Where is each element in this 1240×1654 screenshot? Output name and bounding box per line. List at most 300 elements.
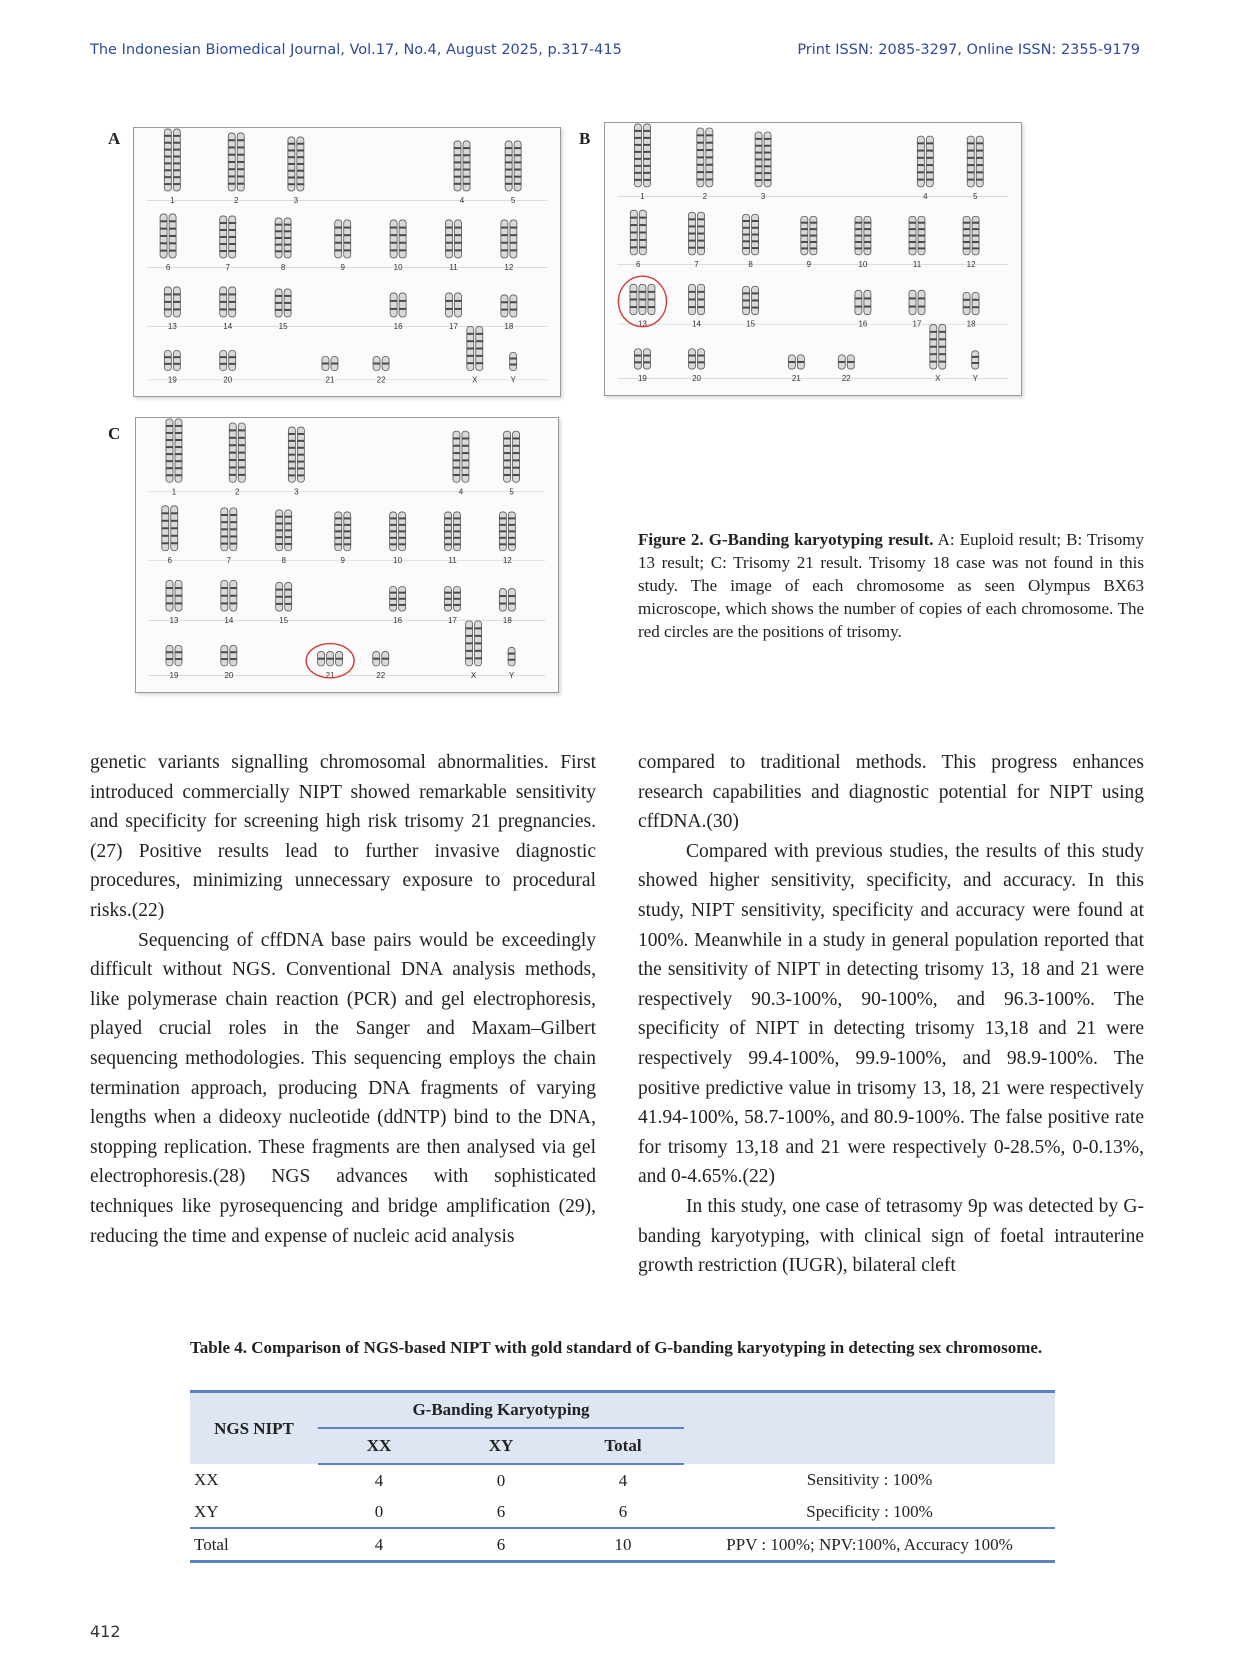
chromosome-band (399, 300, 406, 302)
chromosome-band (275, 309, 282, 311)
body-paragraph: In this study, one case of tetrasomy 9p was detected by G-banding karyotyping, with clinical sign of foetal intrauterine growth restriction (IUGR), bilateral cleft (638, 1195, 1144, 1277)
chromosome-label: 13 (167, 321, 177, 331)
chromosome-band (288, 447, 295, 449)
chromosome-label: 17 (449, 321, 458, 331)
chromosome-band (455, 308, 462, 310)
chromosome-band (335, 227, 342, 229)
chromosome-band (166, 474, 173, 476)
chromosome-label: 22 (376, 670, 386, 680)
chromosome-band (755, 179, 762, 181)
body-paragraph: compared to traditional methods. This progress enhances research capabilities and diagnostic potential for NIPT using cffDNA.(30) (638, 752, 1144, 833)
chromosome-pair (288, 137, 304, 191)
chromosome-pair (228, 133, 244, 191)
chromosome-band (643, 158, 650, 160)
chromosome-band (229, 466, 236, 468)
chromosome-label: 21 (325, 670, 335, 680)
chromosome-band (220, 236, 227, 238)
chromosome-band (453, 452, 460, 454)
chromosome-band (462, 474, 469, 476)
chromosome-band (221, 658, 228, 660)
chromosome-band (697, 149, 704, 151)
issn-line: Print ISSN: 2085-3297, Online ISSN: 2355-9179 (797, 42, 1140, 58)
chromosome-band (166, 602, 173, 604)
chromosome-label: 18 (502, 616, 512, 626)
chromosome-band (855, 241, 862, 243)
chromosome (508, 647, 515, 665)
chromosome-band (476, 355, 483, 357)
figure-caption-title: Figure 2. G-Banding karyotyping result. (638, 530, 934, 549)
chromosome-band (237, 161, 244, 163)
chromosome-band (513, 467, 520, 469)
chromosome-band (297, 170, 304, 172)
panel-letter-a: A (108, 129, 121, 148)
chromosome (390, 220, 397, 258)
chromosome-band (939, 338, 946, 340)
chromosome-band (698, 361, 705, 363)
chromosome-band (230, 602, 237, 604)
chromosome-band (162, 527, 169, 529)
chromosome-band (238, 429, 245, 431)
chromosome-band (297, 433, 304, 435)
chromosome-band (788, 361, 795, 363)
chromosome-label: 6 (165, 262, 171, 272)
chromosome-band (630, 232, 637, 234)
chromosome-band (743, 299, 750, 301)
chromosome-band (917, 142, 924, 144)
chromosome-band (743, 307, 750, 309)
chromosome-pair (390, 512, 406, 551)
chromosome-band (855, 235, 862, 237)
chromosome-band (390, 530, 397, 532)
chromosome-band (173, 176, 180, 178)
chromosome-label: 15 (279, 616, 289, 626)
chromosome (455, 220, 462, 258)
chromosome-pair (220, 216, 236, 258)
chromosome-band (648, 306, 655, 308)
chromosome-pair (221, 580, 237, 611)
chromosome-band (918, 241, 925, 243)
chromosome-label: Y (508, 670, 515, 680)
chromosome-band (454, 183, 461, 185)
chromosome-band (335, 234, 342, 236)
chromosome-band (706, 149, 713, 151)
chromosome-band (390, 300, 397, 302)
chromosome-band (909, 228, 916, 230)
chromosome-band (237, 139, 244, 141)
chromosome-band (454, 161, 461, 163)
chromosome-band (918, 306, 925, 308)
chromosome-band (169, 235, 176, 237)
chromosome-band (976, 157, 983, 159)
chromosome-band (335, 537, 342, 539)
chromosome-band (164, 301, 171, 303)
chromosome-band (228, 183, 235, 185)
chromosome-band (697, 142, 704, 144)
chromosome-band (801, 228, 808, 230)
chromosome-pair (276, 510, 292, 551)
chromosome-label: 1 (640, 191, 645, 201)
chromosome-band (463, 176, 470, 178)
chromosome-pair (689, 349, 705, 369)
chromosome-label: 8 (748, 259, 753, 269)
chromosome-band (634, 137, 641, 139)
chromosome (230, 645, 237, 665)
chromosome-band (399, 530, 406, 532)
chromosome-band (390, 537, 397, 539)
chromosome-band (175, 587, 182, 589)
chromosome-band (475, 627, 482, 629)
chromosome-band (164, 356, 171, 358)
chromosome-band (285, 603, 292, 605)
chromosome-band (162, 512, 169, 514)
chromosome-pair (166, 580, 182, 611)
chromosome-band (297, 156, 304, 158)
chromosome-band (917, 157, 924, 159)
chromosome-band (972, 362, 979, 364)
chromosome-band (382, 363, 389, 365)
chromosome-band (164, 149, 171, 151)
chromosome-label: 20 (692, 374, 701, 384)
chromosome-band (855, 247, 862, 249)
chromosome-band (344, 249, 351, 251)
chromosome-band (221, 651, 228, 653)
chromosome-band (643, 144, 650, 146)
chromosome-band (466, 627, 473, 629)
chromosome-pair (630, 210, 646, 255)
chromosome-band (864, 235, 871, 237)
chromosome-label: 22 (376, 375, 386, 385)
chromosome-band (501, 309, 508, 311)
chromosome-band (514, 147, 521, 149)
chromosome-band (237, 175, 244, 177)
chromosome-band (230, 658, 237, 660)
chromosome (164, 129, 171, 191)
chromosome (963, 292, 970, 314)
chromosome-band (926, 164, 933, 166)
chromosome-pair (221, 645, 237, 665)
chromosome-pair (164, 129, 180, 191)
chromosome-band (288, 433, 295, 435)
chromosome-label: 16 (858, 319, 868, 329)
chromosome-band (175, 474, 182, 476)
chromosome-pair (743, 214, 759, 255)
chromosome-band (288, 440, 295, 442)
chromosome-label: 14 (224, 616, 234, 626)
chromosome-band (453, 474, 460, 476)
chromosome-band (285, 516, 292, 518)
chromosome-band (164, 308, 171, 310)
chromosome-band (462, 452, 469, 454)
chromosome-band (275, 224, 282, 226)
karyotype-image-b (605, 123, 1021, 395)
chromosome-band (230, 535, 237, 537)
chromosome-band (297, 461, 304, 463)
chromosome (220, 351, 227, 371)
chromosome-pair (275, 218, 291, 258)
chromosome-band (171, 535, 178, 537)
chromosome-label: 19 (167, 375, 177, 385)
chromosome-band (967, 150, 974, 152)
table-column-header: XX (318, 1428, 440, 1464)
chromosome-band (288, 183, 295, 185)
chromosome-pair (909, 216, 925, 255)
chromosome-pair (446, 293, 462, 317)
chromosome-band (764, 165, 771, 167)
chromosome-band (297, 143, 304, 145)
chromosome-band (743, 292, 750, 294)
chromosome-band (171, 527, 178, 529)
chromosome (510, 295, 517, 317)
chromosome-band (639, 239, 646, 241)
chromosome-band (963, 299, 970, 301)
chromosome-band (276, 516, 283, 518)
chromosome-label: 9 (340, 555, 346, 565)
chromosome-band (466, 650, 473, 652)
chromosome-band (297, 149, 304, 151)
chromosome-band (238, 437, 245, 439)
running-header (90, 42, 1140, 66)
chromosome-band (276, 523, 283, 525)
chromosome-band (275, 237, 282, 239)
chromosome-band (228, 139, 235, 141)
chromosome-pair (838, 355, 854, 369)
chromosome-band (399, 598, 406, 600)
chromosome-label: 13 (169, 616, 179, 626)
chromosome-band (160, 228, 167, 230)
chromosome-pair (634, 124, 650, 187)
chromosome-band (918, 247, 925, 249)
chromosome-band (764, 172, 771, 174)
chromosome-band (972, 356, 979, 358)
chromosome-band (706, 134, 713, 136)
chromosome-band (810, 235, 817, 237)
chromosome-label: 17 (912, 319, 922, 329)
chromosome-pair (467, 327, 483, 371)
chromosome-band (454, 517, 461, 519)
chromosome-label: 3 (293, 195, 299, 205)
chromosome-band (764, 152, 771, 154)
chromosome-band (454, 537, 461, 539)
chromosome-band (169, 250, 176, 252)
chromosome-band (976, 164, 983, 166)
chromosome-band (689, 233, 696, 235)
panel-letter-b: B (579, 129, 591, 148)
chromosome-band (972, 222, 979, 224)
table-cell: 10 (562, 1528, 684, 1562)
chromosome-pair (445, 512, 461, 551)
chromosome-band (634, 165, 641, 167)
chromosome-band (864, 247, 871, 249)
chromosome-band (173, 363, 180, 365)
chromosome-band (972, 235, 979, 237)
chromosome-band (504, 474, 511, 476)
chromosome-band (220, 363, 227, 365)
chromosome-band (173, 149, 180, 151)
chromosome (446, 293, 453, 317)
karyotype-image-c (136, 418, 558, 692)
chromosome-band (164, 135, 171, 137)
chromosome-band (175, 602, 182, 604)
chromosome-band (463, 183, 470, 185)
chromosome-band (499, 543, 506, 545)
chromosome-band (322, 363, 329, 365)
chromosome-band (462, 459, 469, 461)
chromosome-band (285, 543, 292, 545)
chromosome-label: 2 (234, 195, 239, 205)
chromosome-band (455, 249, 462, 251)
chromosome-band (643, 130, 650, 132)
chromosome-band (288, 170, 295, 172)
chromosome-band (476, 340, 483, 342)
chromosome-band (275, 302, 282, 304)
chromosome (399, 220, 406, 258)
chromosome-band (297, 454, 304, 456)
chromosome-pair (697, 128, 713, 187)
chromosome-label: 5 (973, 191, 978, 201)
chromosome-band (930, 353, 937, 355)
chromosome-band (288, 156, 295, 158)
table-blank-header (684, 1392, 1055, 1465)
chromosome-band (505, 183, 512, 185)
chromosome-band (909, 235, 916, 237)
chromosome-band (445, 592, 452, 594)
chromosome-band (698, 240, 705, 242)
chromosome-band (743, 240, 750, 242)
chromosome-band (399, 592, 406, 594)
chromosome-band (446, 234, 453, 236)
chromosome-band (373, 658, 380, 660)
chromosome-band (514, 161, 521, 163)
chromosome-band (505, 176, 512, 178)
chromosome-band (229, 250, 236, 252)
chromosome-band (166, 587, 173, 589)
chromosome-band (743, 234, 750, 236)
chromosome-band (930, 331, 937, 333)
chromosome-band (229, 243, 236, 245)
chromosome-band (643, 355, 650, 357)
chromosome-pair (801, 216, 817, 255)
chromosome-pair (855, 216, 871, 255)
chromosome-band (276, 536, 283, 538)
chromosome-band (276, 529, 283, 531)
chromosome-band (976, 171, 983, 173)
chromosome-label: 2 (702, 191, 708, 201)
chromosome-band (630, 246, 637, 248)
journal-citation: The Indonesian Biomedical Journal, Vol.17, No.4, August 2025, p.317-415 (90, 42, 622, 58)
chromosome-band (499, 537, 506, 539)
chromosome-band (630, 298, 637, 300)
chromosome-band (164, 363, 171, 365)
chromosome-pair (453, 431, 469, 482)
chromosome (634, 124, 641, 187)
chromosome-band (229, 301, 236, 303)
chromosome-band (743, 227, 750, 229)
karyotype-image-a (134, 128, 560, 396)
chromosome-band (288, 467, 295, 469)
chromosome-band (229, 222, 236, 224)
chromosome-band (864, 228, 871, 230)
chromosome-band (221, 602, 228, 604)
chromosome-label: 4 (923, 191, 928, 201)
chromosome-band (284, 224, 291, 226)
chromosome-band (229, 459, 236, 461)
chromosome-band (455, 242, 462, 244)
chromosome-label: 10 (858, 259, 868, 269)
chromosome-band (810, 228, 817, 230)
chromosome-band (237, 154, 244, 156)
chromosome-band (838, 361, 845, 363)
chromosome-band (918, 228, 925, 230)
chromosome-band (284, 302, 291, 304)
chromosome-band (513, 452, 520, 454)
chromosome-band (275, 250, 282, 252)
chromosome-label: 11 (912, 259, 922, 269)
chromosome (446, 220, 453, 258)
chromosome-pair (373, 652, 389, 666)
chromosome-band (463, 147, 470, 149)
chromosome-pair (160, 214, 176, 258)
chromosome-band (327, 658, 334, 660)
chromosome-label: 4 (459, 195, 465, 205)
chromosome-band (462, 445, 469, 447)
karyotype-panel-a (133, 127, 561, 397)
chromosome-band (166, 446, 173, 448)
chromosome (909, 290, 916, 314)
chromosome-band (175, 446, 182, 448)
chromosome-pair (963, 292, 979, 314)
chromosome (164, 351, 171, 371)
chromosome-label: 14 (223, 321, 233, 331)
chromosome-band (454, 598, 461, 600)
chromosome (229, 351, 236, 371)
chromosome-band (288, 454, 295, 456)
chromosome-band (454, 592, 461, 594)
chromosome-band (390, 598, 397, 600)
chromosome-pair (221, 508, 237, 551)
table-cell: 0 (496, 1470, 506, 1490)
chromosome-band (463, 169, 470, 171)
table-cell: 4 (618, 1470, 628, 1490)
chromosome-band (463, 161, 470, 163)
chromosome-band (173, 142, 180, 144)
chromosome-pair (499, 589, 515, 611)
chromosome-band (220, 293, 227, 295)
chromosome-band (175, 432, 182, 434)
chromosome-band (689, 225, 696, 227)
chromosome-band (399, 308, 406, 310)
chromosome-band (455, 227, 462, 229)
chromosome-band (318, 658, 325, 660)
chromosome-band (513, 437, 520, 439)
body-paragraph: Sequencing of cffDNA base pairs would be exceedingly difficult without NGS. Conventional DNA analysis methods, like polymerase chain reaction (PCR) and gel electrophoresis, played crucial roles in the Sanger and Maxam–Gilbert sequencing methodologies. This sequencing employs the chain termination approach, producing DNA fragments of varying lengths when a dideoxy nucleotide (ddNTP) bind to the DNA, stopping replication. These fragments are then analysed via gel electrophoresis.(28) NGS advances with sophisticated techniques like pyrosequencing and bridge amplification (29), reducing the time and expense of nucleic acid analysis (90, 929, 596, 1247)
chromosome-band (801, 247, 808, 249)
chromosome-band (166, 658, 173, 660)
chromosome-band (505, 147, 512, 149)
body-paragraph: Compared with previous studies, the results of this study showed higher sensitivity, specificity, and accuracy. In this study, NIPT sensitivity, specificity and accuracy were found at 100%. Meanwhile in a study in general population reported that the sensitivity of NIPT in detecting trisomy 13, 18 and 21 were respectively 90.3-100%, 90-100%, and 96.3-100%. The specificity of NIPT in detecting trisomy 13,18 and 21 were respectively 99.4-100%, 99.9-100%, and 98.9-100%. The positive predictive value in trisomy 13, 18, 21 were respectively 41.94-100%, 58.7-100%, and 80.9-100%. The false positive rate for trisomy 13,18 and 21 were respectively 0-28.5%, 0-0.13%, and 0-4.65%.(22) (638, 840, 1144, 1188)
chromosome-band (755, 152, 762, 154)
chromosome-label: 7 (225, 262, 230, 272)
chromosome-pair (390, 220, 406, 258)
chromosome-pair (390, 587, 406, 612)
chromosome-band (454, 530, 461, 532)
chromosome-band (228, 161, 235, 163)
chromosome-band (504, 467, 511, 469)
chromosome-band (864, 306, 871, 308)
chromosome-label: 16 (393, 321, 403, 331)
chromosome-band (689, 361, 696, 363)
chromosome-band (229, 474, 236, 476)
chromosome-band (288, 461, 295, 463)
